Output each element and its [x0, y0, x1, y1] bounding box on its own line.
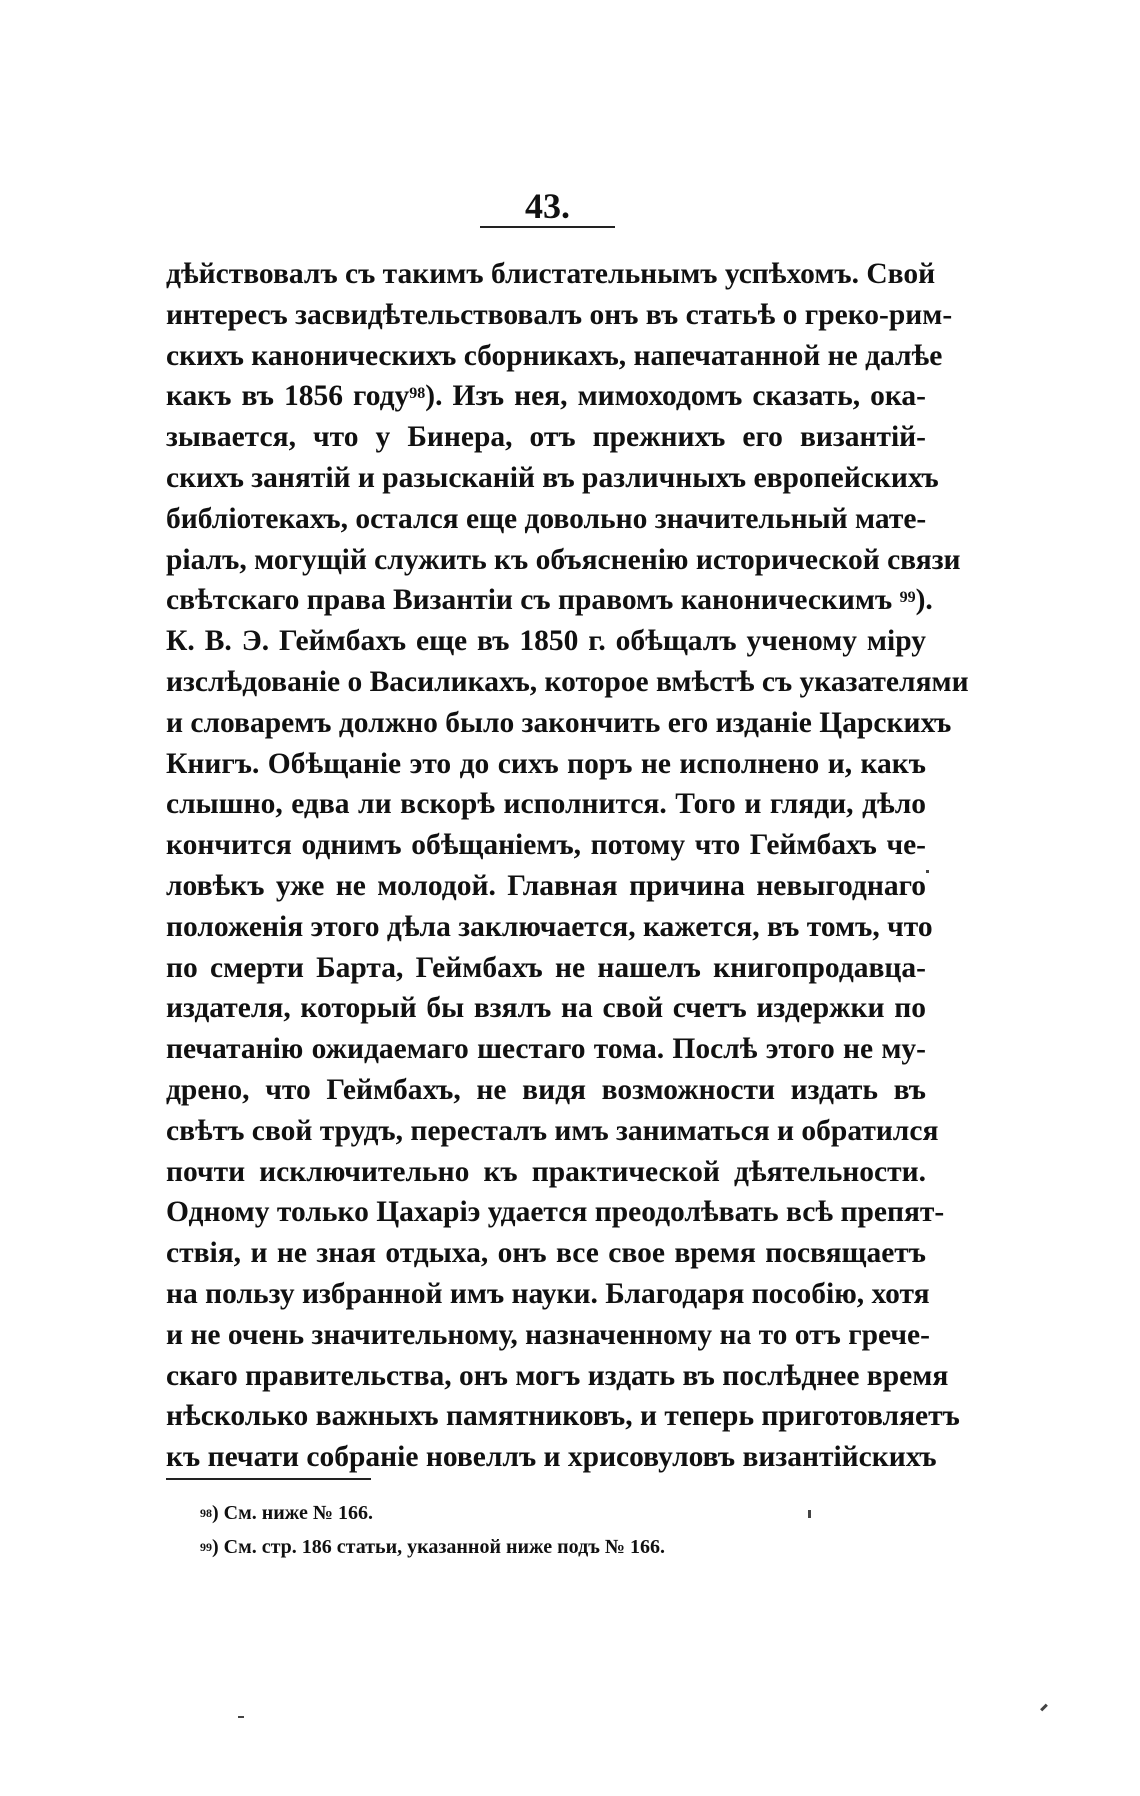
text-line: къ печати собраніе новеллъ и хрисовуловъ византійскихъ	[166, 1441, 937, 1474]
footnote-marker: 98	[200, 1506, 212, 1520]
text-line: скаго правительства, онъ могъ издать въ послѣднее время	[166, 1359, 949, 1392]
text-fragment: ). Изъ нея, мимоходомъ сказать, ока-	[425, 380, 926, 413]
scan-speck	[926, 870, 929, 873]
text-line: почти исключительно къ практической дѣятельности.	[166, 1155, 926, 1188]
text-line: изслѣдованіе о Василикахъ, которое вмѣстѣ съ указателями	[166, 665, 969, 698]
text-fragment: свѣтскаго права Византіи съ правомъ каноническимъ	[166, 584, 893, 617]
scan-speck	[238, 1716, 244, 1718]
footnote-marker: 99	[200, 1540, 212, 1554]
page-number: 43.	[525, 186, 570, 226]
text-line: свѣтъ свой трудъ, пересталъ имъ заниматься и обратился	[166, 1114, 939, 1147]
text-fragment: какъ въ 1856 году	[166, 380, 410, 413]
text-line: ріалъ, могущій служить къ объясненію исторической связи	[166, 543, 961, 576]
text-line: скихъ каноническихъ сборникахъ, напечатанной не далѣе	[166, 339, 943, 372]
footnote-rule	[166, 1478, 371, 1480]
text-line: ловѣкъ уже не молодой. Главная причина невыгоднаго	[166, 869, 926, 902]
text-line: ствія, и не зная отдыха, онъ все свое время посвящаетъ	[166, 1237, 926, 1270]
text-line: К. В. Э. Геймбахъ еще въ 1850 г. обѣщалъ ученому міру	[166, 625, 926, 658]
text-line: на пользу избранной имъ науки. Благодаря пособію, хотя	[166, 1277, 930, 1310]
text-line: и словаремъ должно было закончить его изданіе Царскихъ	[166, 706, 952, 739]
text-line: нѣсколько важныхъ памятниковъ, и теперь приготовляетъ	[166, 1400, 960, 1433]
text-fragment: ).	[915, 584, 933, 617]
text-line: зывается, что у Бинера, отъ прежнихъ его византій-	[166, 421, 926, 454]
text-line: положенія этого дѣла заключается, кажется, въ томъ, что	[166, 910, 933, 943]
text-line: дрено, что Геймбахъ, не видя возможности издать въ	[166, 1073, 926, 1106]
page-number-rule	[480, 226, 615, 228]
text-line: слышно, едва ли вскорѣ исполнится. Того и гляди, дѣло	[166, 788, 926, 821]
text-line: дѣйствовалъ съ такимъ блистательнымъ успѣхомъ. Свой	[166, 258, 936, 290]
scan-speck	[808, 1510, 811, 1518]
footnote-ref: 99	[899, 589, 916, 607]
footnote	[200, 1496, 920, 1530]
footnotes	[200, 1496, 920, 1564]
text-line: интересъ засвидѣтельствовалъ онъ въ статьѣ о греко-рим-	[166, 298, 953, 331]
footnote-ref: 98	[409, 385, 426, 403]
text-line: издателя, который бы взялъ на свой счетъ издержки по	[166, 992, 926, 1025]
scan-speck	[1040, 1704, 1048, 1712]
text-line: печатанію ожидаемаго шестаго тома. Послѣ этого не му-	[166, 1033, 926, 1066]
text-line: Одному только Цахаріэ удается преодолѣвать всѣ препят-	[166, 1196, 945, 1229]
text-line: библіотекахъ, остался еще довольно значительный мате-	[166, 502, 927, 535]
text-line: Книгъ. Обѣщаніе это до сихъ поръ не исполнено и, какъ	[166, 747, 926, 780]
footnote-text: ) См. ниже № 166.	[212, 1502, 373, 1524]
footnote	[200, 1530, 920, 1564]
text-line: кончится однимъ обѣщаніемъ, потому что Геймбахъ че-	[166, 829, 926, 862]
body-text	[166, 254, 969, 1478]
text-line: и не очень значительному, назначенному на то отъ грече-	[166, 1318, 930, 1351]
text-line: скихъ занятій и разысканій въ различныхъ европейскихъ	[166, 461, 939, 494]
footnote-text: ) См. стр. 186 статьи, указанной ниже подъ № 166.	[212, 1536, 665, 1558]
text-line	[166, 580, 933, 621]
text-line: по смерти Барта, Геймбахъ не нашелъ книгопродавца-	[166, 951, 926, 984]
text-line	[166, 376, 926, 417]
